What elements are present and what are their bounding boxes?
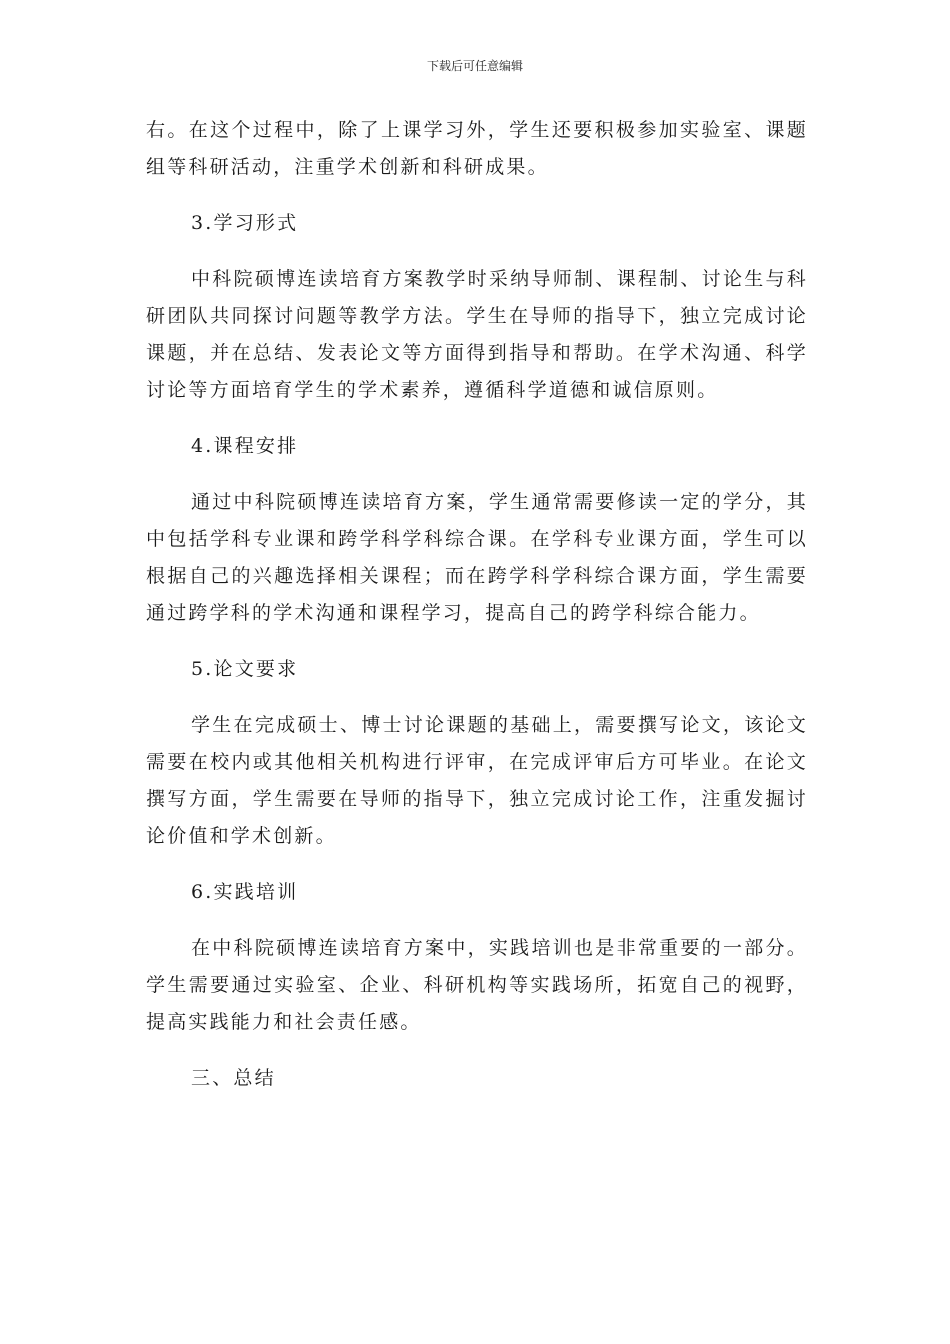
paragraph-learning-form: 中科院硕博连读培育方案教学时采纳导师制、课程制、讨论生与科研团队共同探讨问题等教学方法。学生在导师的指导下，独立完成讨论课题，并在总结、发表论文等方面得到指导和帮助。在学术沟通、科学讨论等方面培育学生的学术素养，遵循科学道德和诚信原则。 [146, 268, 808, 401]
document-body [146, 112, 808, 1097]
section-heading-thesis-requirements: 5.论文要求 [191, 658, 299, 680]
page-header: 下载后可任意编辑 [426, 59, 523, 73]
paragraph-thesis-requirements: 学生在完成硕士、博士讨论课题的基础上，需要撰写论文，该论文需要在校内或其他相关机构进行评审，在完成评审后方可毕业。在论文撰写方面，学生需要在导师的指导下，独立完成讨论工作，注重发掘讨论价值和学术创新。 [146, 714, 808, 847]
paragraph-course-arrangement: 通过中科院硕博连读培育方案，学生通常需要修读一定的学分，其中包括学科专业课和跨学科学科综合课。在学科专业课方面，学生可以根据自己的兴趣选择相关课程；而在跨学科学科综合课方面，学生需要通过跨学科的学术沟通和课程学习，提高自己的跨学科综合能力。 [146, 491, 808, 624]
paragraph-practice-training: 在中科院硕博连读培育方案中，实践培训也是非常重要的一部分。学生需要通过实验室、企业、科研机构等实践场所，拓宽自己的视野，提高实践能力和社会责任感。 [146, 937, 808, 1033]
section-heading-course-arrangement: 4.课程安排 [191, 435, 299, 457]
section-heading-practice-training: 6.实践培训 [191, 881, 299, 903]
section-heading-learning-form: 3.学习形式 [191, 212, 299, 234]
paragraph-continued: 右。在这个过程中，除了上课学习外，学生还要积极参加实验室、课题组等科研活动，注重学术创新和科研成果。 [146, 119, 808, 178]
section-heading-summary: 三、总结 [191, 1067, 276, 1089]
